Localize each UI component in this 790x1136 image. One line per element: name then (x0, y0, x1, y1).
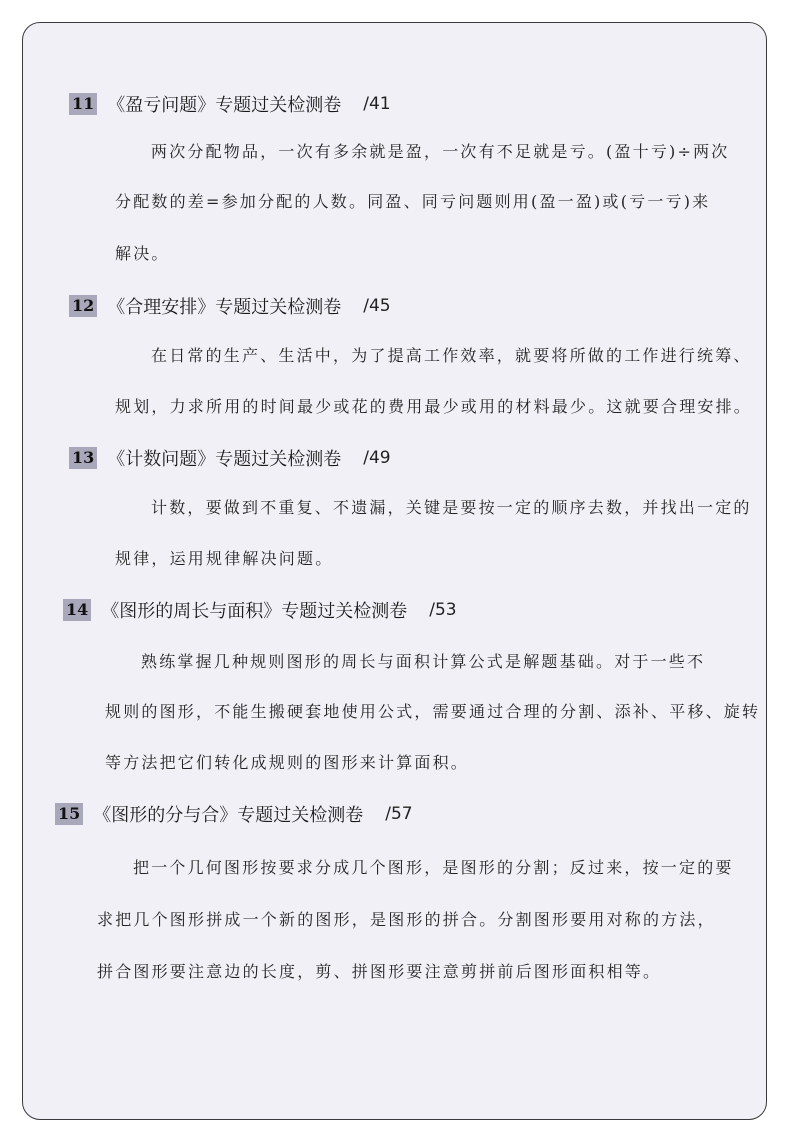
section-heading-12 (69, 293, 391, 319)
section-line: 规则的图形，不能生搬硬套地使用公式，需要通过合理的分割、添补、平移、旋转 (105, 702, 761, 721)
section-number: 15 (55, 803, 83, 825)
page-reference: /49 (363, 448, 391, 468)
section-number: 14 (63, 599, 91, 621)
section-line: 在日常的生产、生活中，为了提高工作效率，就要将所做的工作进行统筹、 (151, 346, 752, 365)
section-number: 12 (69, 295, 97, 317)
page-reference: /57 (385, 804, 413, 824)
section-line: 规律，运用规律解决问题。 (115, 549, 334, 568)
section-title: 《计数问题》专题过关检测卷 (107, 449, 342, 470)
section-title: 《合理安排》专题过关检测卷 (107, 297, 342, 318)
section-line: 两次分配物品，一次有多余就是盈，一次有不足就是亏。(盈十亏)÷两次 (151, 142, 730, 161)
section-title: 《盈亏问题》专题过关检测卷 (107, 95, 342, 116)
section-line: 熟练掌握几种规则图形的周长与面积计算公式是解题基础。对于一些不 (141, 652, 706, 671)
section-line: 把一个几何图形按要求分成几个图形，是图形的分割；反过来，按一定的要 (133, 858, 734, 877)
section-number: 11 (69, 93, 97, 115)
section-number: 13 (69, 447, 97, 469)
section-line: 求把几个图形拼成一个新的图形，是图形的拼合。分割图形要用对称的方法， (97, 910, 716, 929)
section-heading-11 (69, 91, 391, 117)
page-reference: /53 (429, 600, 457, 620)
section-line: 分配数的差=参加分配的人数。同盈、同亏问题则用(盈一盈)或(亏一亏)来 (115, 192, 711, 211)
section-line: 等方法把它们转化成规则的图形来计算面积。 (105, 753, 470, 772)
section-title: 《图形的周长与面积》专题过关检测卷 (101, 601, 408, 622)
section-heading-14 (63, 597, 457, 623)
page-reference: /41 (363, 94, 391, 114)
section-line: 计数，要做到不重复、不遗漏，关键是要按一定的顺序去数，并找出一定的 (151, 498, 752, 517)
section-heading-13 (69, 445, 391, 471)
page-reference: /45 (363, 296, 391, 316)
book-page (22, 22, 767, 1120)
section-heading-15 (55, 801, 413, 827)
section-title: 《图形的分与合》专题过关检测卷 (93, 805, 364, 826)
section-line: 拼合图形要注意边的长度，剪、拼图形要注意剪拼前后图形面积相等。 (97, 962, 662, 981)
section-line: 规划，力求所用的时间最少或花的费用最少或用的材料最少。这就要合理安排。 (115, 397, 753, 416)
section-line: 解决。 (115, 244, 170, 263)
